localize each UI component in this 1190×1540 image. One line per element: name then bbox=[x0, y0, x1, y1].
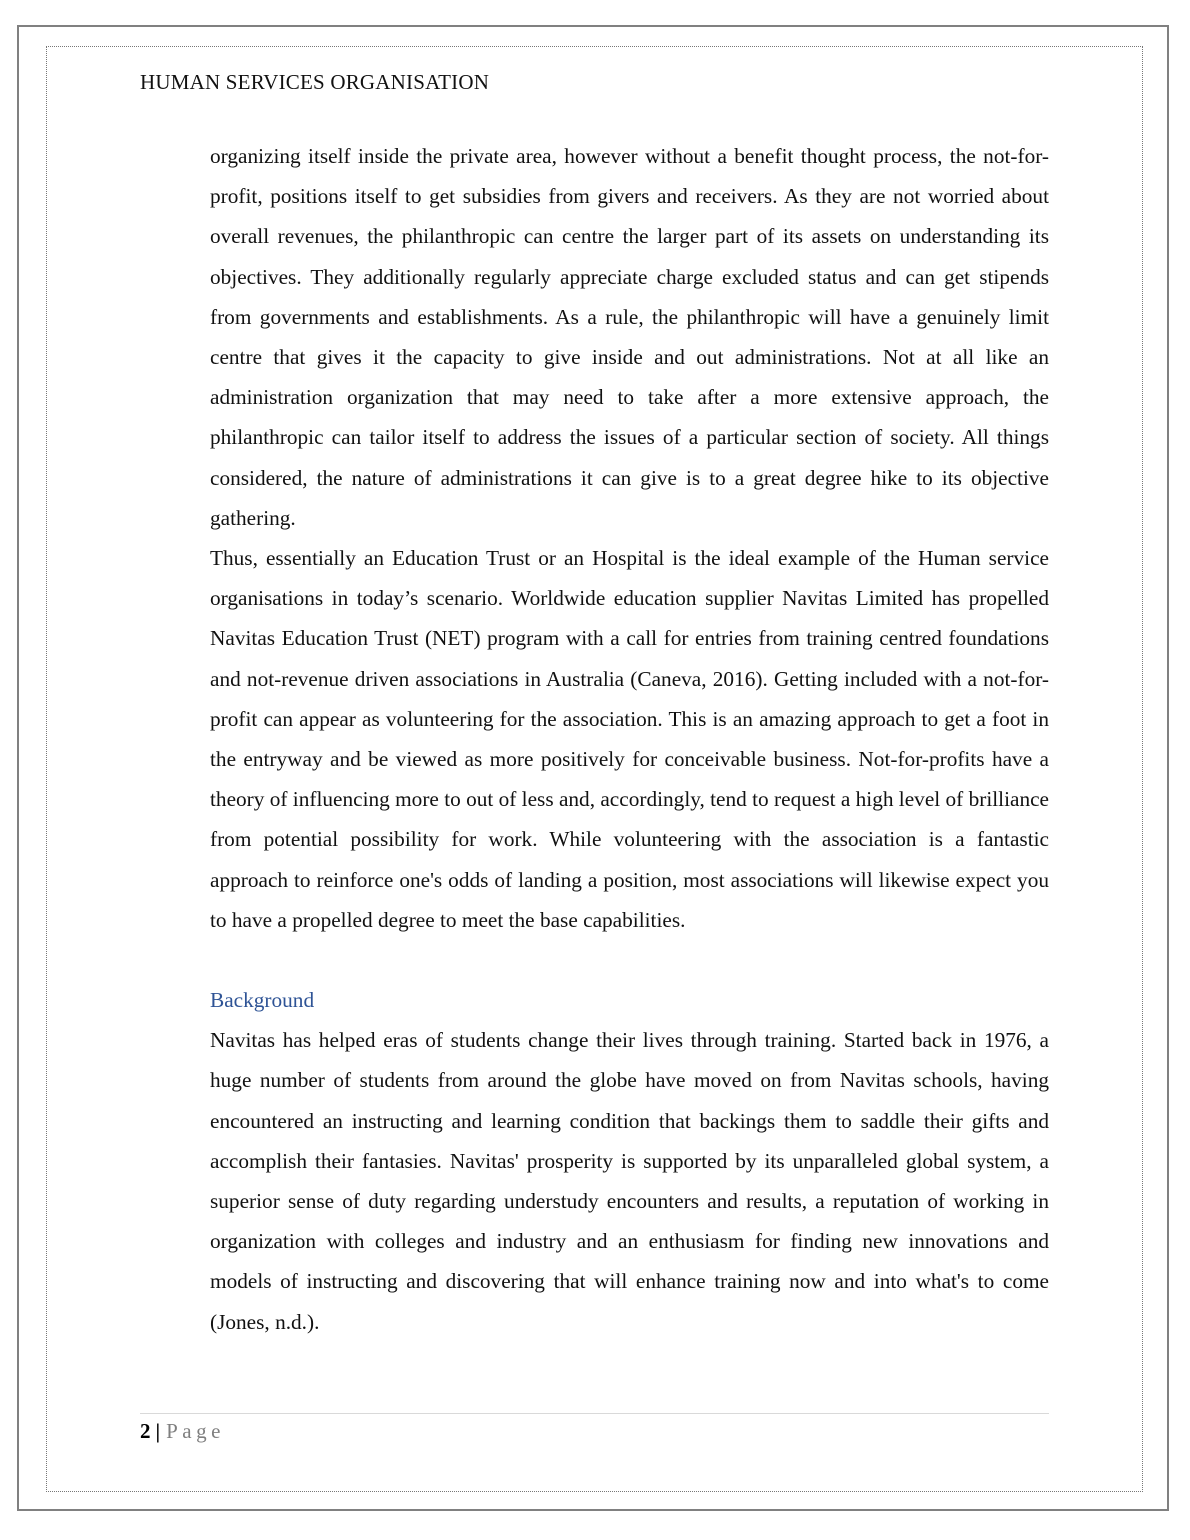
footer-separator: | bbox=[155, 1419, 161, 1443]
document-body bbox=[210, 136, 1049, 1342]
background-section bbox=[210, 980, 1049, 1342]
page-footer bbox=[140, 1416, 225, 1446]
body-paragraph-2: Thus, essentially an Education Trust or an Hospital is the ideal example of the Human service organisations in today’s scenario. Worldwide education supplier Navitas Limited has propelled Navitas Education Trust (NET) program with a call for entries from training centred foundations and not-revenue driven associations in Australia (Caneva, 2016). Getting included with a not-for-profit can appear as volunteering for the association. This is an amazing approach to get a foot in the entryway and be viewed as more positively for conceivable business. Not-for-profits have a theory of influencing more to out of less and, accordingly, tend to request a high level of brilliance from potential possibility for work. While volunteering with the association is a fantastic approach to reinforce one's odds of landing a position, most associations will likewise expect you to have a propelled degree to meet the base capabilities. bbox=[210, 546, 1050, 932]
body-paragraph-1: organizing itself inside the private area, however without a benefit thought process, the not-for-profit, positions itself to get subsidies from givers and receivers. As they are not worried about overall revenues, the philanthropic can centre the larger part of its assets on understanding its objectives. They additionally regularly appreciate charge excluded status and can get stipends from governments and establishments. As a rule, the philanthropic will have a genuinely limit centre that gives it the capacity to give inside and out administrations. Not at all like an administration organization that may need to take after a more extensive approach, the philanthropic can tailor itself to address the issues of a particular section of society. All things considered, the nature of administrations it can give is to a great degree hike to its objective gathering. bbox=[210, 144, 1049, 530]
background-paragraph: Navitas has helped eras of students change their lives through training. Started back in 1976, a huge number of students from around the globe have moved on from Navitas schools, having encountered an instructing and learning condition that backings them to saddle their gifts and accomplish their fantasies. Navitas' prosperity is supported by its unparalleled global system, a superior sense of duty regarding understudy encounters and results, a reputation of working in organization with colleges and industry and an enthusiasm for finding new innovations and models of instructing and discovering that will enhance training now and into what's to come (Jones, n.d.). bbox=[210, 1028, 1049, 1334]
page-label: Page bbox=[166, 1419, 225, 1443]
section-heading-background: Background bbox=[210, 988, 315, 1013]
document-header-title: HUMAN SERVICES ORGANISATION bbox=[140, 70, 490, 94]
footer-divider bbox=[140, 1413, 1049, 1414]
page-number: 2 bbox=[140, 1419, 151, 1443]
